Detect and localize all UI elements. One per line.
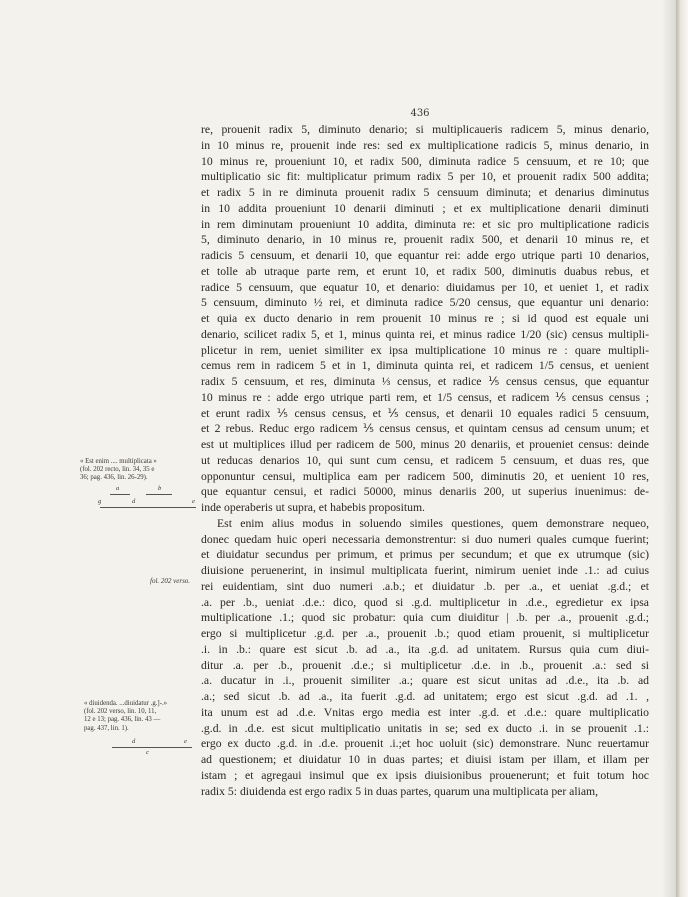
margin-note-line: « Est enim .... multiplicata » (80, 458, 157, 465)
margin-note-line: (fol. 202 recto, lin. 34, 35 e (80, 466, 155, 474)
text-line: et erunt radix ⅕ census census, et ⅕ census, et denarii 10 equales radici 5 censuum, (201, 406, 649, 420)
text-line: et diuidatur secundus per primum, et primus per secundum; et que ex utrumque (sic) (201, 548, 649, 562)
margin-note-line: 36; pag. 436, lin. 26-29). (80, 474, 148, 482)
diagram-label-d: d (132, 738, 136, 745)
diagram-label-e: e (184, 738, 187, 745)
text-line: ergo ex ducto .g.d. in .d.e. prouenit .i.;et hoc uoluit (sic) demonstrare. Nunc reuertamur (201, 737, 649, 751)
text-line: plicetur in rem, ueniet similiter ex ipsa multiplicatione 10 minus re : quare multipli- (201, 343, 649, 357)
diagram-segment-b (146, 494, 172, 495)
text-line: rei euidentiam, sint duo numeri .a.b.; et diuidatur .b. per .a., et ueniat .g.d.; et (201, 579, 649, 593)
text-line: Est enim alius modus in soluendo similes questiones, quem demonstrare nequeo, (217, 516, 649, 530)
diagram-label-e: e (192, 498, 195, 505)
diagram-segment-de (112, 747, 192, 748)
margin-note-line: « diuidenda. ...diuidatur .g.]-.» (84, 700, 168, 707)
text-line: .a. per .b., ueniat .d.e.: dico, quod si .g.d. multiplicetur in .d.e., egredietur ex ipsa (201, 595, 649, 609)
diagram-label-c: c (146, 749, 149, 756)
diagram-label-g: g (98, 498, 102, 505)
text-line: donec quedam huic operi necessaria demonstrentur: si duo numeri quales cumque fuerint; (201, 532, 649, 546)
text-line: et quia ex ducto denario in rem prouenit 10 minus re ; si id quod est equale uni (201, 312, 649, 325)
text-line: multiplicatione .1.; quod sic probatur: quia cum diuiditur | .b. per .a., prouenit .g.d.; (201, 611, 649, 625)
text-line: et tolle ab utraque parte rem, et erunt 10, et radix 500, diminutis duabus rebus, et (201, 264, 649, 278)
text-line: radix 5 censuum, et res, diminuta ⅓ census, et radice ⅕ census census, que equantur (201, 375, 649, 388)
text-line: inde operaberis ut supra, et habebis propositum. (201, 501, 425, 514)
diagram-segment-a (110, 494, 130, 495)
page-gutter-shadow (662, 0, 676, 897)
text-line: cemus rem in radicem 5 et in 1, diminuta quinta rei, et radicem 1/5 census, et uenient (201, 359, 649, 373)
text-line: .a. ducatur in .i., prouenit similiter .a.; quare est sicut unitas ad .d.e., ita .b. ad (201, 674, 649, 688)
text-line: 5 censuum, diminuto ½ rei, et diminuta radice 5/20 census, que equantur uni denario: (201, 296, 649, 310)
page-number: 436 (410, 108, 430, 119)
margin-note-1 (80, 458, 198, 483)
text-line: re, prouenit radix 5, diminuto denario; si multiplicaueris radicem 5, minus denario, (201, 123, 649, 136)
margin-note-line: (fol. 202 verso, lin. 10, 11, (84, 708, 157, 716)
text-line: in rem diminutam proueniunt 10 addita, diminuta re: et sic pro multiplicatione radicis (201, 217, 649, 231)
text-line: multiplicatio sic fit: multiplicatur primum radix 5 per 10, et prouenit radix 500 addita; (201, 170, 649, 184)
margin-diagram-1 (98, 485, 202, 511)
main-text-block (201, 122, 649, 799)
diagram-label-b: b (158, 485, 162, 492)
text-line: 10 minus re : adde ergo utrique parti rem, et 1/5 census, et radicem ⅕ census census ; (201, 390, 649, 404)
text-line: .i. in .b.: quare est sicut .b. ad .a., ita .g.d. ad unitatem. Rursus quia cum diui- (201, 642, 649, 656)
text-line: opponuntur censui, multiplica eam per radicem 500, diminutis 20, et uenient 10 res, (201, 469, 649, 483)
diagram-segment-gde (100, 507, 196, 508)
margin-note-2: fol. 202 verso. (150, 577, 191, 585)
text-line: et 2 rebus. Reduc ergo radicem ⅕ census census, et quintam census ad censum unum; et (201, 422, 649, 436)
margin-note-line: pag. 437, lin. 1). (84, 724, 129, 732)
text-line: radice 5 censuum, que equatur 10, et denario: diuidamus per 10, et ueniet 1, et radix (201, 280, 649, 294)
text-line: ita unum est ad .d.e. Vnitas ergo media est inter .g.d. et .d.e.: quare multiplicatio (201, 705, 649, 719)
margin-diagram-2 (112, 738, 194, 762)
text-line: ditur .a. per .b., prouenit .d.e.; si multiplicetur .d.e. in .b., prouenit .a.: sed si (201, 658, 649, 672)
text-line: .a.; sed sicut .b. ad .a., ita fuerit .g.d. ad unitatem; ergo est sicut .g.d. ad .1. , (201, 690, 649, 703)
text-line: .g.d. in .d.e. est sicut multiplicatio unitatis in se; sed ex ducto .i. in se prouenit .1.: (201, 721, 649, 735)
text-line: que equantur censui, et radici 50000, minus denariis 200, ut superius inuenimus: de- (201, 485, 649, 499)
text-line: radicis 5 censuum, et denarii 10, que equantur rei: adde ergo utrique parti 10 denarios, (201, 249, 649, 262)
text-line: in 10 minus re, prouenit inde res: sed ex multiplicatione radicis 5, minus denario, in (201, 138, 649, 152)
text-line: ad questionem; et diuidatur 10 in duas partes; et diuisi istam per illam, et illam per (201, 753, 649, 766)
text-line: 10 minus re, proueniunt 10, et radix 500, diminuta radice 5 censuum, et re 10; que (201, 154, 649, 168)
text-line: et radix 5 in re diminuta prouenit radix 5 censuum diminuta; et denarius diminutus (201, 186, 649, 199)
text-line: diuisione peruenerint, in insimul multiplicata fuerint, nimirum ueniet inde .1.: ad cuius (201, 564, 649, 577)
margin-note-line: 12 e 13; pag. 436, lin. 43 — (84, 716, 161, 724)
text-line: radix 5: diuidenda est ergo radix 5 in duas partes, quarum una multiplicata per aliam, (201, 784, 599, 798)
diagram-label-a: a (116, 485, 120, 492)
text-line: est ut multiplices illud per radicem de 500, minus 20 denariis, et proueniet census: deinde (201, 438, 649, 451)
diagram-label-d: d (132, 498, 136, 505)
page-edge (676, 0, 688, 897)
text-line: in 10 addita proueniunt 10 denarii diminuti ; et ex multiplicatione denarii diminuti (201, 201, 649, 215)
text-line: denario, scilicet radix 5, et 1, minus quinta rei, et minus radice 1/20 (sic) census multipli- (201, 327, 649, 341)
text-line: istam ; et agregaui insimul que ex ipsis diuisionibus prouenerunt; et fuit totum hoc (201, 768, 649, 782)
margin-note-3 (84, 700, 194, 733)
text-line: ergo si multiplicetur .g.d. per .a., prouenit .b.; quod etiam prouenit, si multiplicetur (201, 627, 649, 640)
text-line: ut reducas denarios 10, qui sunt cum censu, et radicem 5 censuum, et duas res, que (201, 453, 649, 467)
text-line: 5, diminuto denario, in 10 minus re, prouenit radix 500, et denarii 10 minus re, et (201, 233, 649, 247)
